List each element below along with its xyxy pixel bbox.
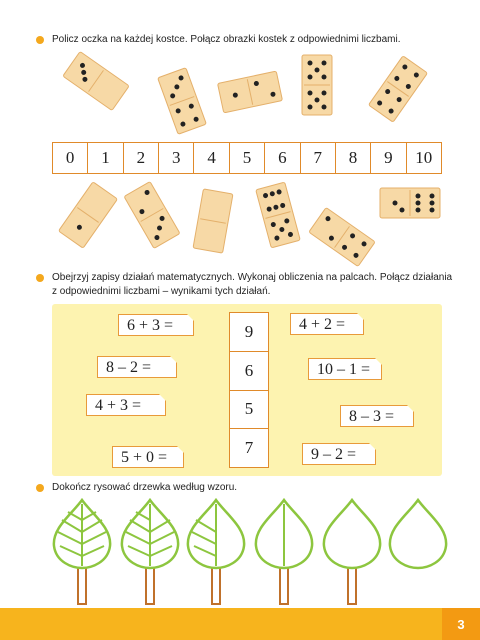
tree-icon <box>390 500 446 568</box>
domino[interactable] <box>59 182 118 248</box>
bullet-2 <box>36 274 44 282</box>
tree-icon <box>324 500 380 604</box>
bullet-3 <box>36 484 44 492</box>
number-cell[interactable]: 6 <box>265 143 300 173</box>
equation-card[interactable]: 9 – 2 = <box>302 443 376 465</box>
number-cell[interactable]: 7 <box>301 143 336 173</box>
domino[interactable] <box>124 182 180 249</box>
instruction-1: Policz oczka na każdej kostce. Połącz obrazki kostek z odpowiednimi liczbami. <box>52 34 401 45</box>
number-cell[interactable]: 1 <box>88 143 123 173</box>
number-cell[interactable]: 8 <box>336 143 371 173</box>
equation-card[interactable]: 6 + 3 = <box>118 314 194 336</box>
instruction-3: Dokończ rysować drzewka według wzoru. <box>52 482 238 493</box>
number-cell[interactable]: 0 <box>53 143 88 173</box>
answer-cell[interactable]: 6 <box>230 352 268 391</box>
domino[interactable] <box>193 189 233 253</box>
number-cell[interactable]: 10 <box>415 148 433 167</box>
number-cell[interactable]: 3 <box>159 143 194 173</box>
instruction-2a: Obejrzyj zapisy działań matematycznych. Wykonaj obliczenia na palcach. Połącz działania <box>52 272 453 283</box>
number-cell[interactable]: 4 <box>194 143 229 173</box>
tree-icon <box>54 500 110 604</box>
number-cell[interactable]: 2 <box>124 143 159 173</box>
domino[interactable] <box>218 71 283 113</box>
tree-icon <box>256 500 312 604</box>
tree-icon <box>188 500 244 604</box>
domino[interactable] <box>380 188 440 218</box>
domino[interactable] <box>309 208 375 267</box>
answers-column <box>229 312 269 468</box>
equation-card[interactable]: 4 + 2 = <box>290 313 364 335</box>
answer-cell[interactable]: 7 <box>244 438 254 458</box>
domino[interactable] <box>369 56 428 122</box>
answer-cell[interactable]: 5 <box>230 391 268 430</box>
instruction-2b: z odpowiednimi liczbami – wynikami tych działań. <box>52 286 271 297</box>
number-cell[interactable]: 9 <box>371 143 406 173</box>
domino[interactable] <box>302 55 332 115</box>
footer-bar <box>0 608 480 640</box>
trees-row[interactable] <box>40 498 460 606</box>
number-cell[interactable]: 5 <box>230 143 265 173</box>
bullet-1 <box>36 36 44 44</box>
equation-card[interactable]: 8 – 3 = <box>340 405 414 427</box>
domino[interactable] <box>256 182 301 248</box>
page-number: 3 <box>442 608 480 640</box>
tree-icon <box>122 500 178 604</box>
answer-cell[interactable]: 9 <box>230 313 268 352</box>
domino[interactable] <box>158 68 207 135</box>
equation-card[interactable]: 4 + 3 = <box>86 394 166 416</box>
equation-card[interactable]: 10 – 1 = <box>308 358 382 380</box>
domino[interactable] <box>63 52 129 111</box>
number-line <box>52 142 442 174</box>
equation-card[interactable]: 8 – 2 = <box>97 356 177 378</box>
equation-card[interactable]: 5 + 0 = <box>112 446 184 468</box>
